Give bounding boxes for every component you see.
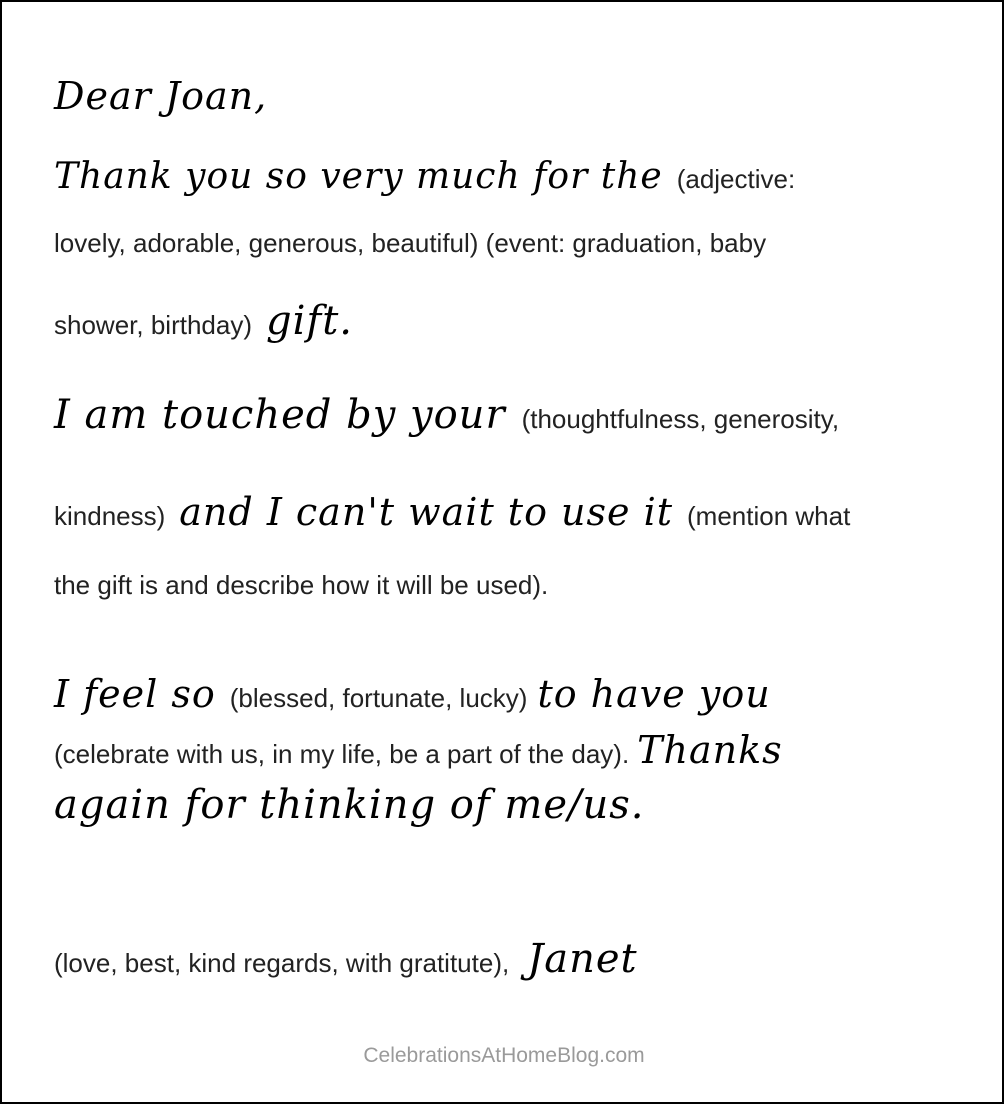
- paragraph-2-line-2: [54, 490, 850, 534]
- paragraph-2-line-1: [54, 392, 839, 438]
- script-phrase: I feel so: [54, 672, 216, 716]
- signature: Janet: [527, 936, 638, 982]
- plain-phrase: (adjective:: [676, 164, 796, 194]
- plain-phrase: kindness): [54, 501, 166, 531]
- script-phrase: Thanks: [637, 728, 783, 772]
- paragraph-1-line-1: [54, 156, 795, 197]
- paragraph-1-line-2: lovely, adorable, generous, beautiful) (event: graduation, baby: [54, 228, 767, 258]
- script-phrase: Thank you so very much for the: [54, 156, 663, 197]
- plain-phrase: shower, birthday): [54, 310, 252, 340]
- script-phrase: and I can't wait to use it: [179, 490, 673, 534]
- closing-phrase: (love, best, kind regards, with gratitute),: [54, 948, 510, 978]
- plain-phrase: (blessed, fortunate, lucky): [229, 683, 528, 713]
- paragraph-3-line-2: [54, 728, 783, 772]
- script-phrase: I am touched by your: [54, 392, 506, 438]
- plain-phrase: (celebrate with us, in my life, be a part of the day).: [54, 739, 630, 769]
- paragraph-1-line-3: [54, 298, 353, 344]
- plain-phrase: (mention what: [687, 501, 851, 531]
- plain-phrase: (thoughtfulness, generosity,: [521, 404, 840, 434]
- site-watermark: CelebrationsAtHomeBlog.com: [363, 1044, 645, 1067]
- paragraph-3-line-1: [54, 672, 771, 716]
- salutation: Dear Joan,: [54, 74, 268, 118]
- script-phrase: gift.: [265, 298, 353, 344]
- paragraph-3-line-3: again for thinking of me/us.: [54, 782, 645, 828]
- script-phrase: to have you: [537, 672, 771, 716]
- closing-line: [54, 936, 638, 982]
- paragraph-2-line-3: the gift is and describe how it will be used).: [54, 570, 549, 600]
